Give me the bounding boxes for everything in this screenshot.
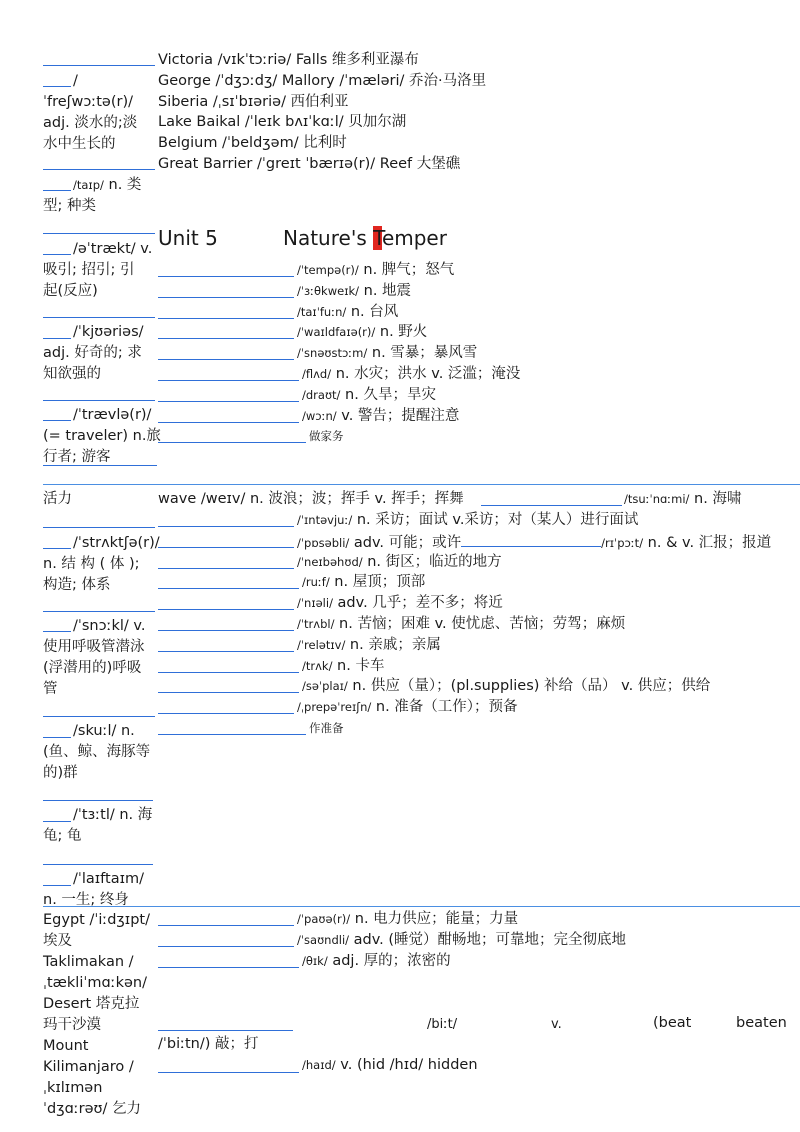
unit-title-pre: Nature's bbox=[283, 226, 374, 250]
left-text: 管 bbox=[43, 681, 58, 697]
left-blank-9[interactable] bbox=[43, 716, 155, 717]
blank-beat[interactable] bbox=[158, 1030, 293, 1031]
left-text: Taklimakan / bbox=[43, 954, 134, 970]
left-text: /ˈsnɔːkl/ v. bbox=[73, 618, 146, 634]
vocab-hide bbox=[302, 1056, 478, 1075]
pron: /ˈsaʊndli/ bbox=[297, 932, 350, 947]
place-item: Lake Baikal /ˈleɪk bʌɪˈkɑːl/ 贝加尔湖 bbox=[158, 114, 407, 131]
def: n. 台风 bbox=[346, 303, 399, 320]
def: adv. 几乎；差不多；将近 bbox=[332, 595, 503, 612]
answer-blank[interactable] bbox=[158, 276, 294, 277]
def: v. 警告；提醒注意 bbox=[336, 407, 460, 424]
answer-blank[interactable] bbox=[158, 967, 299, 968]
pron: /ˈnɪəli/ bbox=[297, 596, 333, 611]
left-blank-5[interactable] bbox=[43, 400, 155, 401]
left-text: 玛干沙漠 bbox=[43, 1017, 101, 1033]
left-text: 的)群 bbox=[43, 765, 78, 781]
vocab-entry bbox=[297, 323, 427, 342]
answer-blank[interactable] bbox=[158, 422, 299, 423]
vocab-entry bbox=[302, 573, 425, 592]
vocab-entry bbox=[302, 657, 384, 676]
def: n. 苦恼；困难 v. 使忧虑、苦恼；劳驾；麻烦 bbox=[334, 616, 626, 632]
left-text: (= traveler) n.旅 bbox=[43, 428, 161, 444]
left-entry-snorkel bbox=[43, 616, 145, 700]
unit-title bbox=[283, 226, 447, 250]
left-text: 使用呼吸管潜泳 bbox=[43, 639, 145, 655]
answer-blank[interactable] bbox=[158, 692, 299, 693]
place-item: Victoria /vɪkˈtɔːriə/ Falls 维多利亚瀑布 bbox=[158, 52, 419, 68]
vocab-entry bbox=[302, 365, 520, 384]
left-entry-traveller bbox=[43, 405, 161, 468]
pron: /rɪˈpɔːt/ bbox=[601, 535, 644, 550]
left-text: n. 一生; 终身 bbox=[43, 892, 129, 908]
vocab-entry bbox=[309, 427, 344, 446]
vocab-entry bbox=[297, 931, 626, 950]
pron: /ˈɪntəvjuː/ bbox=[297, 513, 353, 527]
def: n. 亲戚；亲属 bbox=[345, 636, 441, 653]
vocab-entry bbox=[302, 386, 436, 405]
place-item: George /ˈdʒɔːdʒ/ Mallory /ˈmæləri/ 乔治·马洛里 bbox=[158, 72, 487, 89]
left-text: 构造; 体系 bbox=[43, 577, 111, 593]
left-entry-turtle bbox=[43, 805, 152, 847]
vocab-entry bbox=[297, 910, 518, 929]
unit-title-highlight: T bbox=[373, 226, 382, 250]
beat-line2: /ˈbiːtn/) 敲；打 bbox=[158, 1036, 259, 1052]
answer-blank[interactable] bbox=[158, 609, 294, 610]
answer-blank[interactable] bbox=[158, 338, 294, 339]
answer-blank[interactable] bbox=[158, 925, 294, 926]
left-text: n. 类 bbox=[103, 177, 142, 193]
left-text: 龟; 龟 bbox=[43, 828, 82, 844]
def: n. 卡车 bbox=[332, 657, 385, 674]
left-text: adj. 淡水的;淡 bbox=[43, 115, 138, 131]
left-blank-10[interactable] bbox=[43, 800, 153, 801]
vocab-entry bbox=[297, 615, 625, 634]
left-text: Mount bbox=[43, 1038, 89, 1054]
left-text: 水中生长的 bbox=[43, 136, 116, 152]
pron: /tsuːˈnɑːmi/ bbox=[624, 492, 690, 506]
def: v. (hid /hɪd/ hidden bbox=[335, 1057, 478, 1073]
left-entry-attract bbox=[43, 239, 152, 302]
def: 作准备 bbox=[309, 721, 344, 735]
left-text: /ˈlaɪftaɪm/ bbox=[73, 871, 144, 887]
left-text: 知欲强的 bbox=[43, 366, 101, 382]
left-text: /ˈkjʊəriəs/ bbox=[73, 324, 144, 340]
answer-blank[interactable] bbox=[158, 526, 294, 527]
answer-blank[interactable] bbox=[158, 672, 299, 673]
pron: /ruːf/ bbox=[302, 575, 330, 590]
left-text: ˌtækliˈmɑːkən/ bbox=[43, 975, 147, 991]
vocab-tsunami bbox=[624, 490, 741, 509]
pron: /ˈtempə(r)/ bbox=[297, 263, 359, 277]
vocab-entry bbox=[297, 303, 398, 322]
section-rule-1 bbox=[43, 484, 800, 485]
vocab-entry bbox=[309, 719, 344, 738]
left-entry-type bbox=[43, 175, 141, 217]
left-text: n. 结 构 ( 体 ); bbox=[43, 556, 140, 572]
answer-blank[interactable] bbox=[158, 297, 294, 298]
vocab-entry bbox=[297, 698, 518, 717]
vocab-entry bbox=[302, 407, 459, 426]
place-item: Great Barrier /ˈgreɪt ˈbærɪə(r)/ Reef 大堡礁 bbox=[158, 155, 461, 172]
left-text: (鱼、鲸、海豚等 bbox=[43, 744, 151, 760]
def: n. 雪暴；暴风雪 bbox=[367, 345, 478, 362]
def: n. 准备（工作）；预备 bbox=[371, 699, 518, 716]
left-text: ˈdʒɑːrəʊ/ 乞力 bbox=[43, 1101, 141, 1117]
vocab-entry bbox=[297, 553, 502, 572]
left-text: Kilimanjaro / bbox=[43, 1059, 134, 1075]
answer-blank[interactable] bbox=[158, 380, 299, 381]
def: n. 海啸 bbox=[689, 491, 742, 507]
left-text: 吸引; 招引; 引 bbox=[43, 262, 135, 278]
pron: /taɪˈfuːn/ bbox=[297, 304, 347, 319]
left-text: /ˈstrʌktʃə(r)/ bbox=[73, 535, 160, 551]
left-text: /ˈtɜːtl/ n. 海 bbox=[73, 807, 153, 823]
pron: /wɔːn/ bbox=[302, 408, 337, 423]
answer-blank[interactable] bbox=[158, 651, 294, 652]
left-blank-11[interactable] bbox=[43, 864, 153, 865]
left-text: /əˈtrækt/ v. bbox=[73, 241, 153, 257]
left-text: 型; 种类 bbox=[43, 198, 96, 214]
left-text: /ˈtrævlə(r)/ bbox=[73, 407, 152, 423]
pron: /ˈtrʌbl/ bbox=[297, 617, 335, 631]
pron: /səˈplaɪ/ bbox=[302, 679, 348, 694]
blank-tsunami[interactable] bbox=[481, 505, 622, 506]
left-entry-school bbox=[43, 721, 150, 784]
def: n. 屋顶；顶部 bbox=[329, 574, 426, 591]
answer-blank[interactable] bbox=[158, 568, 294, 569]
answer-blank[interactable] bbox=[158, 588, 299, 589]
left-entry-vitality: 活力 bbox=[43, 491, 72, 507]
place-list bbox=[158, 50, 486, 175]
def: n. 地震 bbox=[359, 282, 412, 299]
answer-blank[interactable] bbox=[158, 359, 294, 360]
left-blank-1[interactable] bbox=[43, 65, 155, 66]
def: n. 脾气；怒气 bbox=[358, 262, 455, 278]
left-text: /skuːl/ n. bbox=[73, 723, 135, 739]
pron: /haɪd/ bbox=[302, 1058, 336, 1072]
vocab-entry bbox=[297, 344, 477, 363]
place-item: Belgium /ˈbeldʒəm/ 比利时 bbox=[158, 135, 347, 152]
answer-blank[interactable] bbox=[158, 401, 299, 402]
left-blank-7[interactable] bbox=[43, 527, 155, 528]
beat-pos: v. bbox=[551, 1017, 562, 1032]
unit-label: Unit 5 bbox=[158, 226, 218, 250]
left-blank-5c[interactable] bbox=[43, 465, 157, 466]
left-text: adj. 好奇的; 求 bbox=[43, 345, 142, 361]
pron: /ˌprepəˈreɪʃn/ bbox=[297, 700, 372, 715]
pron: /ˈwaɪldfaɪə(r)/ bbox=[297, 325, 376, 340]
left-entry-lifetime bbox=[43, 869, 144, 908]
blank-hide[interactable] bbox=[158, 1072, 299, 1073]
answer-blank[interactable] bbox=[158, 318, 294, 319]
beat-pp: beaten bbox=[736, 1015, 787, 1031]
answer-blank[interactable] bbox=[158, 734, 306, 735]
place-item: Siberia /ˌsɪˈbɪəriə/ 西伯利亚 bbox=[158, 93, 349, 110]
answer-blank[interactable] bbox=[158, 547, 294, 548]
left-text: Egypt /ˈiːdʒɪpt/ bbox=[43, 912, 150, 928]
vocab-entry bbox=[302, 952, 451, 971]
pron: /ˈpaʊə(r)/ bbox=[297, 912, 351, 926]
answer-blank[interactable] bbox=[158, 442, 306, 443]
vocab-entry bbox=[297, 261, 454, 280]
vocab-entry bbox=[297, 532, 771, 553]
left-blank-2[interactable] bbox=[43, 169, 155, 170]
def: adv. 可能；或许 bbox=[349, 534, 462, 551]
left-entry-curious bbox=[43, 322, 144, 385]
left-text: 埃及 bbox=[43, 933, 72, 949]
answer-blank[interactable] bbox=[158, 630, 294, 631]
pron: /ˈneɪbəhʊd/ bbox=[297, 554, 363, 569]
section-rule-2 bbox=[43, 906, 800, 907]
pron: /θɪk/ bbox=[302, 953, 328, 968]
beat-past: (beat bbox=[653, 1015, 692, 1031]
def: n. 采访；面试 v.采访；对（某人）进行面试 bbox=[352, 512, 639, 528]
def: n. 街区；临近的地方 bbox=[362, 553, 502, 570]
def: n. 野火 bbox=[375, 324, 428, 341]
pron: /ˈɜːθkweɪk/ bbox=[297, 283, 360, 298]
vocab-entry bbox=[297, 594, 503, 613]
left-text: ˈfreʃwɔːtə(r)/ bbox=[43, 94, 134, 110]
vocab-entry bbox=[297, 282, 411, 301]
left-text: Desert 塔克拉 bbox=[43, 996, 140, 1012]
def: adv. (睡觉）酣畅地；可靠地；完全彻底地 bbox=[349, 931, 627, 948]
left-entry-freshwater bbox=[43, 71, 137, 155]
left-entry-structure bbox=[43, 533, 160, 596]
pron: /ˈpɒsəbli/ bbox=[297, 535, 350, 550]
def: 做家务 bbox=[309, 429, 344, 444]
left-blank-3[interactable] bbox=[43, 233, 155, 234]
pron: /flʌd/ bbox=[302, 367, 332, 381]
beat-pron: /biːt/ bbox=[427, 1017, 458, 1032]
unit-title-post: emper bbox=[381, 226, 447, 250]
answer-blank-inline[interactable] bbox=[461, 532, 601, 547]
vocab-entry bbox=[302, 677, 710, 696]
left-text: 行者; 游客 bbox=[43, 449, 111, 465]
left-text: / bbox=[73, 73, 78, 89]
left-pron: /taɪp/ bbox=[73, 178, 104, 192]
def: n. 久旱；旱灾 bbox=[340, 386, 436, 403]
left-text: ˌkɪlɪmən bbox=[43, 1080, 103, 1096]
pron: /ˈrelətɪv/ bbox=[297, 637, 346, 652]
pron: /draʊt/ bbox=[302, 387, 341, 402]
left-text: 起(反应) bbox=[43, 283, 98, 299]
vocab-wave: wave /weɪv/ n. 波浪；波；挥手 v. 挥手；挥舞 bbox=[158, 491, 464, 507]
answer-blank[interactable] bbox=[158, 713, 294, 714]
pron: /ˈsnəʊstɔːm/ bbox=[297, 346, 368, 361]
def: n. & v. 汇报；报道 bbox=[643, 534, 772, 551]
left-blank-8[interactable] bbox=[43, 611, 155, 612]
def: n. 供应（量）；(pl.supplies) 补给（品） v. 供应；供给 bbox=[347, 678, 711, 695]
vocab-entry bbox=[297, 636, 441, 655]
pron: /trʌk/ bbox=[302, 658, 333, 673]
def: adj. 厚的；浓密的 bbox=[327, 952, 451, 969]
left-text: (浮潜用的)呼吸 bbox=[43, 660, 142, 676]
def: n. 水灾；洪水 v. 泛滥；淹没 bbox=[331, 366, 521, 382]
left-blank-4[interactable] bbox=[43, 317, 155, 318]
def: n. 电力供应；能量；力量 bbox=[350, 911, 519, 927]
answer-blank[interactable] bbox=[158, 946, 294, 947]
vocab-entry bbox=[297, 511, 638, 530]
left-entry-places bbox=[43, 910, 150, 1117]
